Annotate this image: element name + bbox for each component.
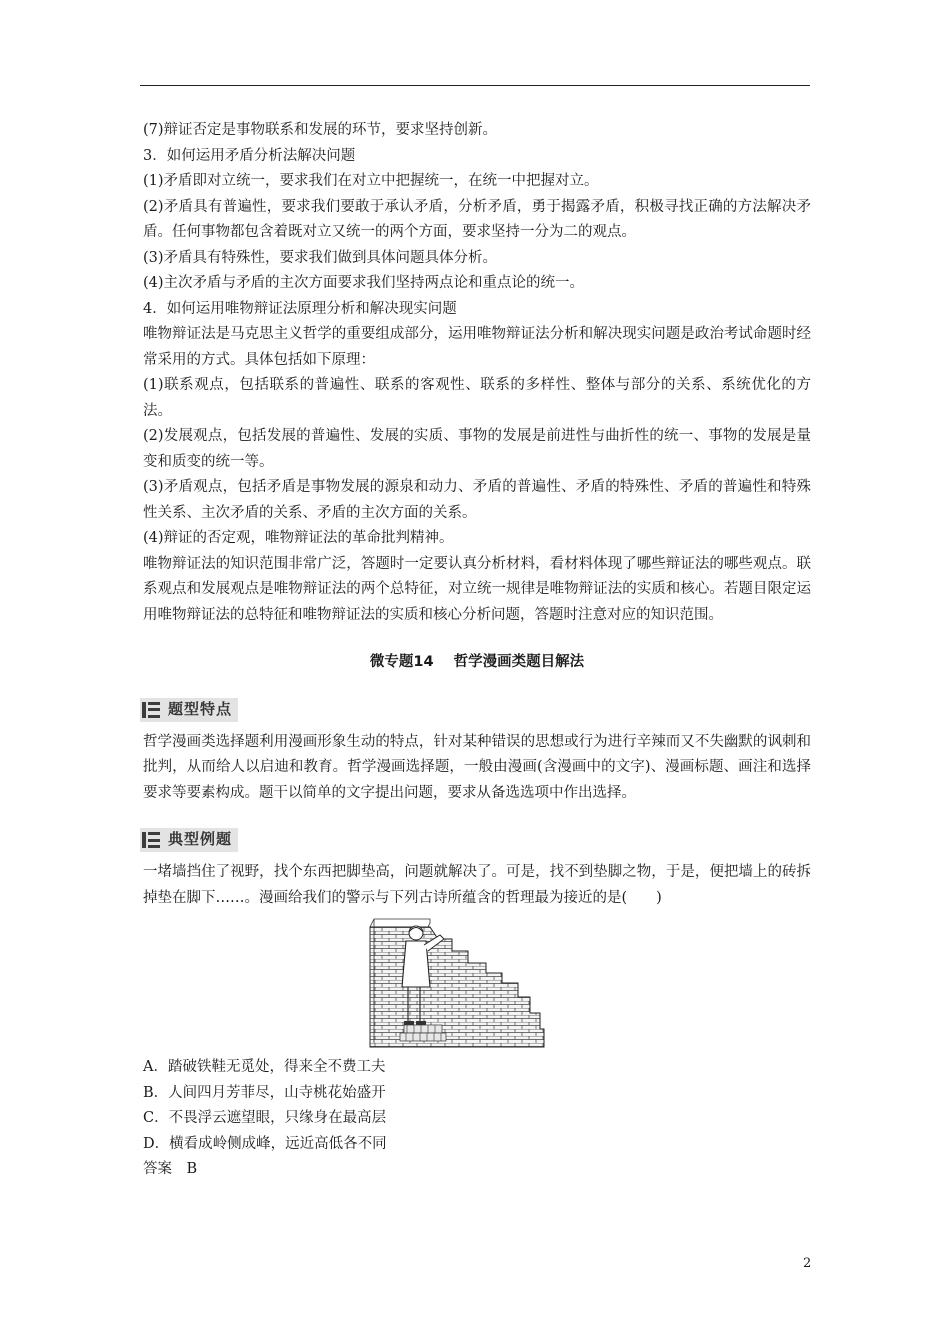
page-number: 2 — [803, 1256, 812, 1271]
example-question: 一堵墙挡住了视野，找个东西把脚垫高，问题就解决了。可是，找不到垫脚之物，于是，便把墙上的砖拆掉垫在脚下……。漫画给我们的警示与下列古诗所蕴含的哲理最为接近的是( ) — [143, 864, 811, 906]
paragraph-3-4: (4)主次矛盾与矛盾的主次方面要求我们坚持两点论和重点论的统一。 — [143, 275, 585, 291]
paragraph-3-3: (3)矛盾具有特殊性，要求我们做到具体问题具体分析。 — [143, 249, 498, 266]
paragraph-3-2: (2)矛盾具有普遍性，要求我们要敢于承认矛盾，分析矛盾，勇于揭露矛盾，积极寻找正确的方法解决矛盾。任何事物都包含着既对立又统一的两个方面，要求坚持一分为二的观点。 — [143, 198, 811, 240]
paragraph-3-1: (1)矛盾即对立统一，要求我们在对立中把握统一，在统一中把握对立。 — [143, 173, 599, 189]
special-topic-name: 哲学漫画类题目解法 — [453, 654, 585, 670]
features-text: 哲学漫画类选择题利用漫画形象生动的特点，针对某种错误的思想或行为进行辛辣而又不失幽默的讽刺和批判，从而给人以启迪和教育。哲学漫画选择题，一般由漫画(含漫画中的文字)、漫画标题、画注和选择要求等要素构成。题干以简单的文字提出问题，要求从备选选项中作出选择。 — [143, 733, 811, 801]
heading-3: 3．如何运用矛盾分析法解决问题 — [143, 147, 356, 164]
section-bars-icon — [142, 832, 160, 848]
section-label-features: 题型特点 — [168, 699, 233, 718]
paragraph-4-4: (4)辩证的否定观，唯物辩证法的革命批判精神。 — [143, 530, 454, 546]
page-body — [143, 118, 811, 1183]
heading-4: 4．如何运用唯物辩证法原理分析和解决现实问题 — [143, 300, 457, 317]
option-b: B．人间四月芳菲尽，山寺桃花始盛开 — [143, 1084, 386, 1101]
paragraph-4-3: (3)矛盾观点，包括矛盾是事物发展的源泉和动力、矛盾的普遍性、矛盾的特殊性、矛盾的普遍性和特殊性关系、主次矛盾的关系、矛盾的主次方面的关系。 — [143, 479, 811, 521]
special-topic-number: 微专题14 — [369, 654, 434, 670]
section-bars-icon — [142, 702, 160, 718]
header-rule — [140, 85, 810, 86]
section-header-example — [140, 828, 238, 852]
cartoon-brick-wall-illustration — [368, 917, 558, 1049]
answer: 答案 B — [143, 1161, 198, 1177]
section-header-features — [140, 698, 238, 722]
paragraph-7: (7)辩证否定是事物联系和发展的环节，要求坚持创新。 — [143, 122, 498, 138]
option-d: D．横看成岭侧成峰，远近高低各不同 — [143, 1135, 387, 1152]
paragraph-4-summary: 唯物辩证法的知识范围非常广泛，答题时一定要认真分析材料，看材料体现了哪些辩证法的哪些观点。联系观点和发展观点是唯物辩证法的两个总特征，对立统一规律是唯物辩证法的实质和核心。若题目限定运用唯物辩证法的总特征和唯物辩证法的实质和核心分析问题，答题时注意对应的知识范围。 — [143, 555, 811, 623]
special-topic-title — [143, 650, 811, 676]
option-c: C．不畏浮云遮望眼，只缘身在最高层 — [143, 1110, 387, 1126]
option-a: A．踏破铁鞋无觅处，得来全不费工夫 — [143, 1059, 386, 1075]
paragraph-4-2: (2)发展观点，包括发展的普遍性、发展的实质、事物的发展是前进性与曲折性的统一、事物的发展是量变和质变的统一等。 — [143, 428, 811, 470]
paragraph-4-intro: 唯物辩证法是马克思主义哲学的重要组成部分，运用唯物辩证法分析和解决现实问题是政治考试命题时经常采用的方式。具体包括如下原理： — [143, 326, 811, 368]
section-label-example: 典型例题 — [168, 830, 233, 849]
paragraph-4-1: (1)联系观点，包括联系的普遍性、联系的客观性、联系的多样性、整体与部分的关系、系统优化的方法。 — [143, 377, 811, 419]
